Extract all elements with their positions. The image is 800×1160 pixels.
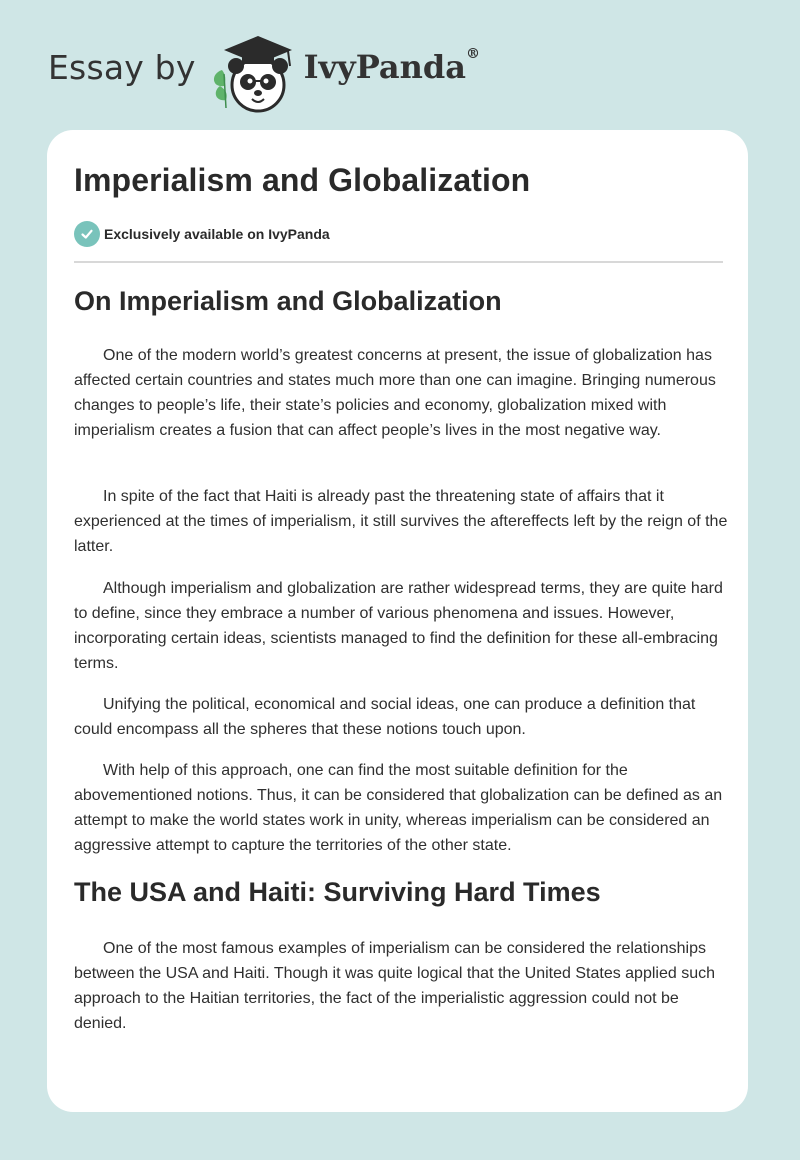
essay-card	[47, 130, 748, 1112]
essay-by-label: Essay by	[48, 47, 196, 87]
site-header	[48, 30, 480, 116]
exclusive-label: Exclusively available on IvyPanda	[104, 226, 330, 242]
brand-name[interactable]: IvyPanda®	[303, 46, 481, 86]
paragraph: With help of this approach, one can find the most suitable definition for the abovementioned notions. Thus, it can be considered that globalization can be defined as an attempt to make the world states work in unity, whereas imperialism can be considered an aggressive attempt to capture the territories of the other state.	[74, 762, 723, 854]
paragraph: One of the most famous examples of imperialism can be considered the relationships between the USA and Haiti. Though it was quite logical that the United States applied such approach to the Haitian territories, the fact of the imperialistic aggression could not be denied.	[74, 940, 715, 1032]
section-heading: On Imperialism and Globalization	[74, 286, 502, 316]
registered-mark: ®	[466, 46, 481, 63]
panda-logo-icon[interactable]	[208, 30, 300, 116]
divider	[74, 261, 723, 263]
paragraph: Unifying the political, economical and social ideas, one can produce a definition that could encompass all the spheres that these notions touch upon.	[74, 696, 696, 738]
exclusive-badge	[74, 221, 330, 247]
page-title: Imperialism and Globalization	[74, 162, 531, 198]
section-heading: The USA and Haiti: Surviving Hard Times	[74, 877, 601, 907]
paragraph: In spite of the fact that Haiti is already past the threatening state of affairs that it experienced at the times of imperialism, it still survives the aftereffects left by the reign of the latter.	[74, 488, 728, 555]
paragraph: Although imperialism and globalization are rather widespread terms, they are quite hard to define, since they embrace a number of various phenomena and issues. However, incorporating certain ideas, scientists managed to find the definition for these all-embracing terms.	[74, 580, 723, 672]
paragraph: One of the modern world’s greatest concerns at present, the issue of globalization has affected certain countries and states much more than one can imagine. Bringing numerous changes to people’s life, their state’s policies and economy, globalization mixed with imperialism creates a fusion that can affect people’s lives in the most negative way.	[74, 347, 716, 439]
check-circle-icon	[74, 221, 100, 247]
